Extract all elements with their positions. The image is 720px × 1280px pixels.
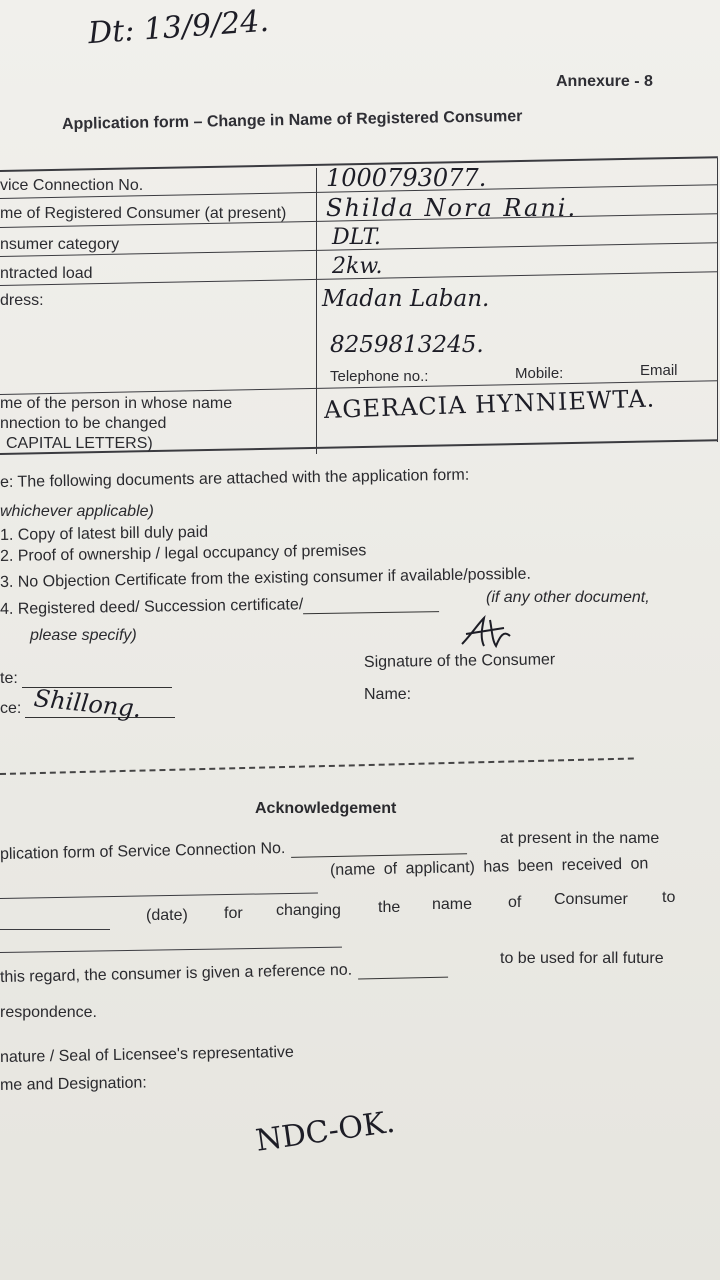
name-label: Name: (364, 686, 412, 703)
ack-line6: respondence. (0, 1004, 97, 1021)
name-designation-label: me and Designation: (0, 1074, 147, 1094)
ack-line2: (name of applicant) has been received on (329, 855, 649, 879)
consumer-signature (456, 612, 516, 652)
service-no-value: 1000793077. (326, 164, 487, 192)
document-item-2: 2. Proof of ownership / legal occupancy of premises (0, 542, 367, 565)
date-label: te: (0, 670, 18, 687)
new-name-value: AGERACIA HYNNIEWTA. (323, 384, 656, 424)
address-label: dress: (0, 292, 44, 309)
service-connection-label: vice Connection No. (0, 177, 144, 194)
form-title: Application form – Change in Name of Registered Consumer (61, 107, 523, 133)
ndc-ok-remark: NDC-OK. (253, 1104, 398, 1159)
document-item-4: 4. Registered deed/ Succession certificate/ (0, 596, 304, 618)
ack-word: of (508, 894, 522, 911)
cut-line-divider (0, 758, 634, 775)
mobile-label: Mobile: (515, 365, 564, 382)
handwritten-date: Dt: 13/9/24. (86, 3, 270, 52)
new-name-label-line1: me of the person in whose name (0, 395, 233, 412)
document-item-4-cont: please specify) (30, 627, 137, 644)
acknowledgement-title: Acknowledgement (255, 800, 397, 817)
consumer-category-label: nsumer category (0, 236, 120, 253)
ack-line5-end: to be used for all future (500, 950, 664, 967)
place-label: ce: (0, 700, 22, 717)
documents-note: whichever applicable) (0, 503, 154, 520)
ack-word: changing (276, 902, 341, 919)
document-item-4-tail: (if any other document, (486, 589, 650, 606)
signature-label: Signature of the Consumer (363, 651, 556, 671)
annexure-label: Annexure - 8 (556, 73, 653, 90)
load-value: 2kw. (332, 254, 383, 279)
document-item-3: 3. No Objection Certificate from the existing consumer if available/possible. (0, 565, 531, 591)
ack-word: Consumer (554, 891, 628, 908)
ack-line1-start: plication form of Service Connection No. (0, 840, 286, 863)
documents-intro: e: The following documents are attached with the application form: (0, 466, 470, 491)
ack-line5-start: this regard, the consumer is given a reference no. (0, 961, 353, 986)
place-value: Shillong. (32, 684, 143, 724)
ack-word: to (662, 889, 676, 906)
category-value: DLT. (332, 225, 381, 250)
contracted-load-label: ntracted load (0, 265, 93, 282)
licensee-signature-label: nature / Seal of Licensee's representative (0, 1043, 295, 1066)
new-name-label-line3: CAPITAL LETTERS) (6, 435, 153, 452)
ack-line1-end: at present in the name (500, 830, 660, 847)
email-label: Email (640, 362, 678, 379)
document-item-1: 1. Copy of latest bill duly paid (0, 523, 209, 544)
ack-word: (date) (146, 907, 188, 924)
phone-value: 8259813245. (330, 332, 484, 358)
new-name-label-line2: nnection to be changed (0, 415, 167, 432)
ack-word: name (432, 896, 473, 913)
address-value: Madan Laban. (322, 286, 490, 312)
registered-consumer-label: me of Registered Consumer (at present) (0, 205, 287, 222)
telephone-label: Telephone no.: (330, 368, 429, 385)
ack-word: for (224, 905, 243, 922)
ack-word: the (378, 899, 401, 916)
consumer-name-value: Shilda Nora Rani. (326, 194, 578, 222)
